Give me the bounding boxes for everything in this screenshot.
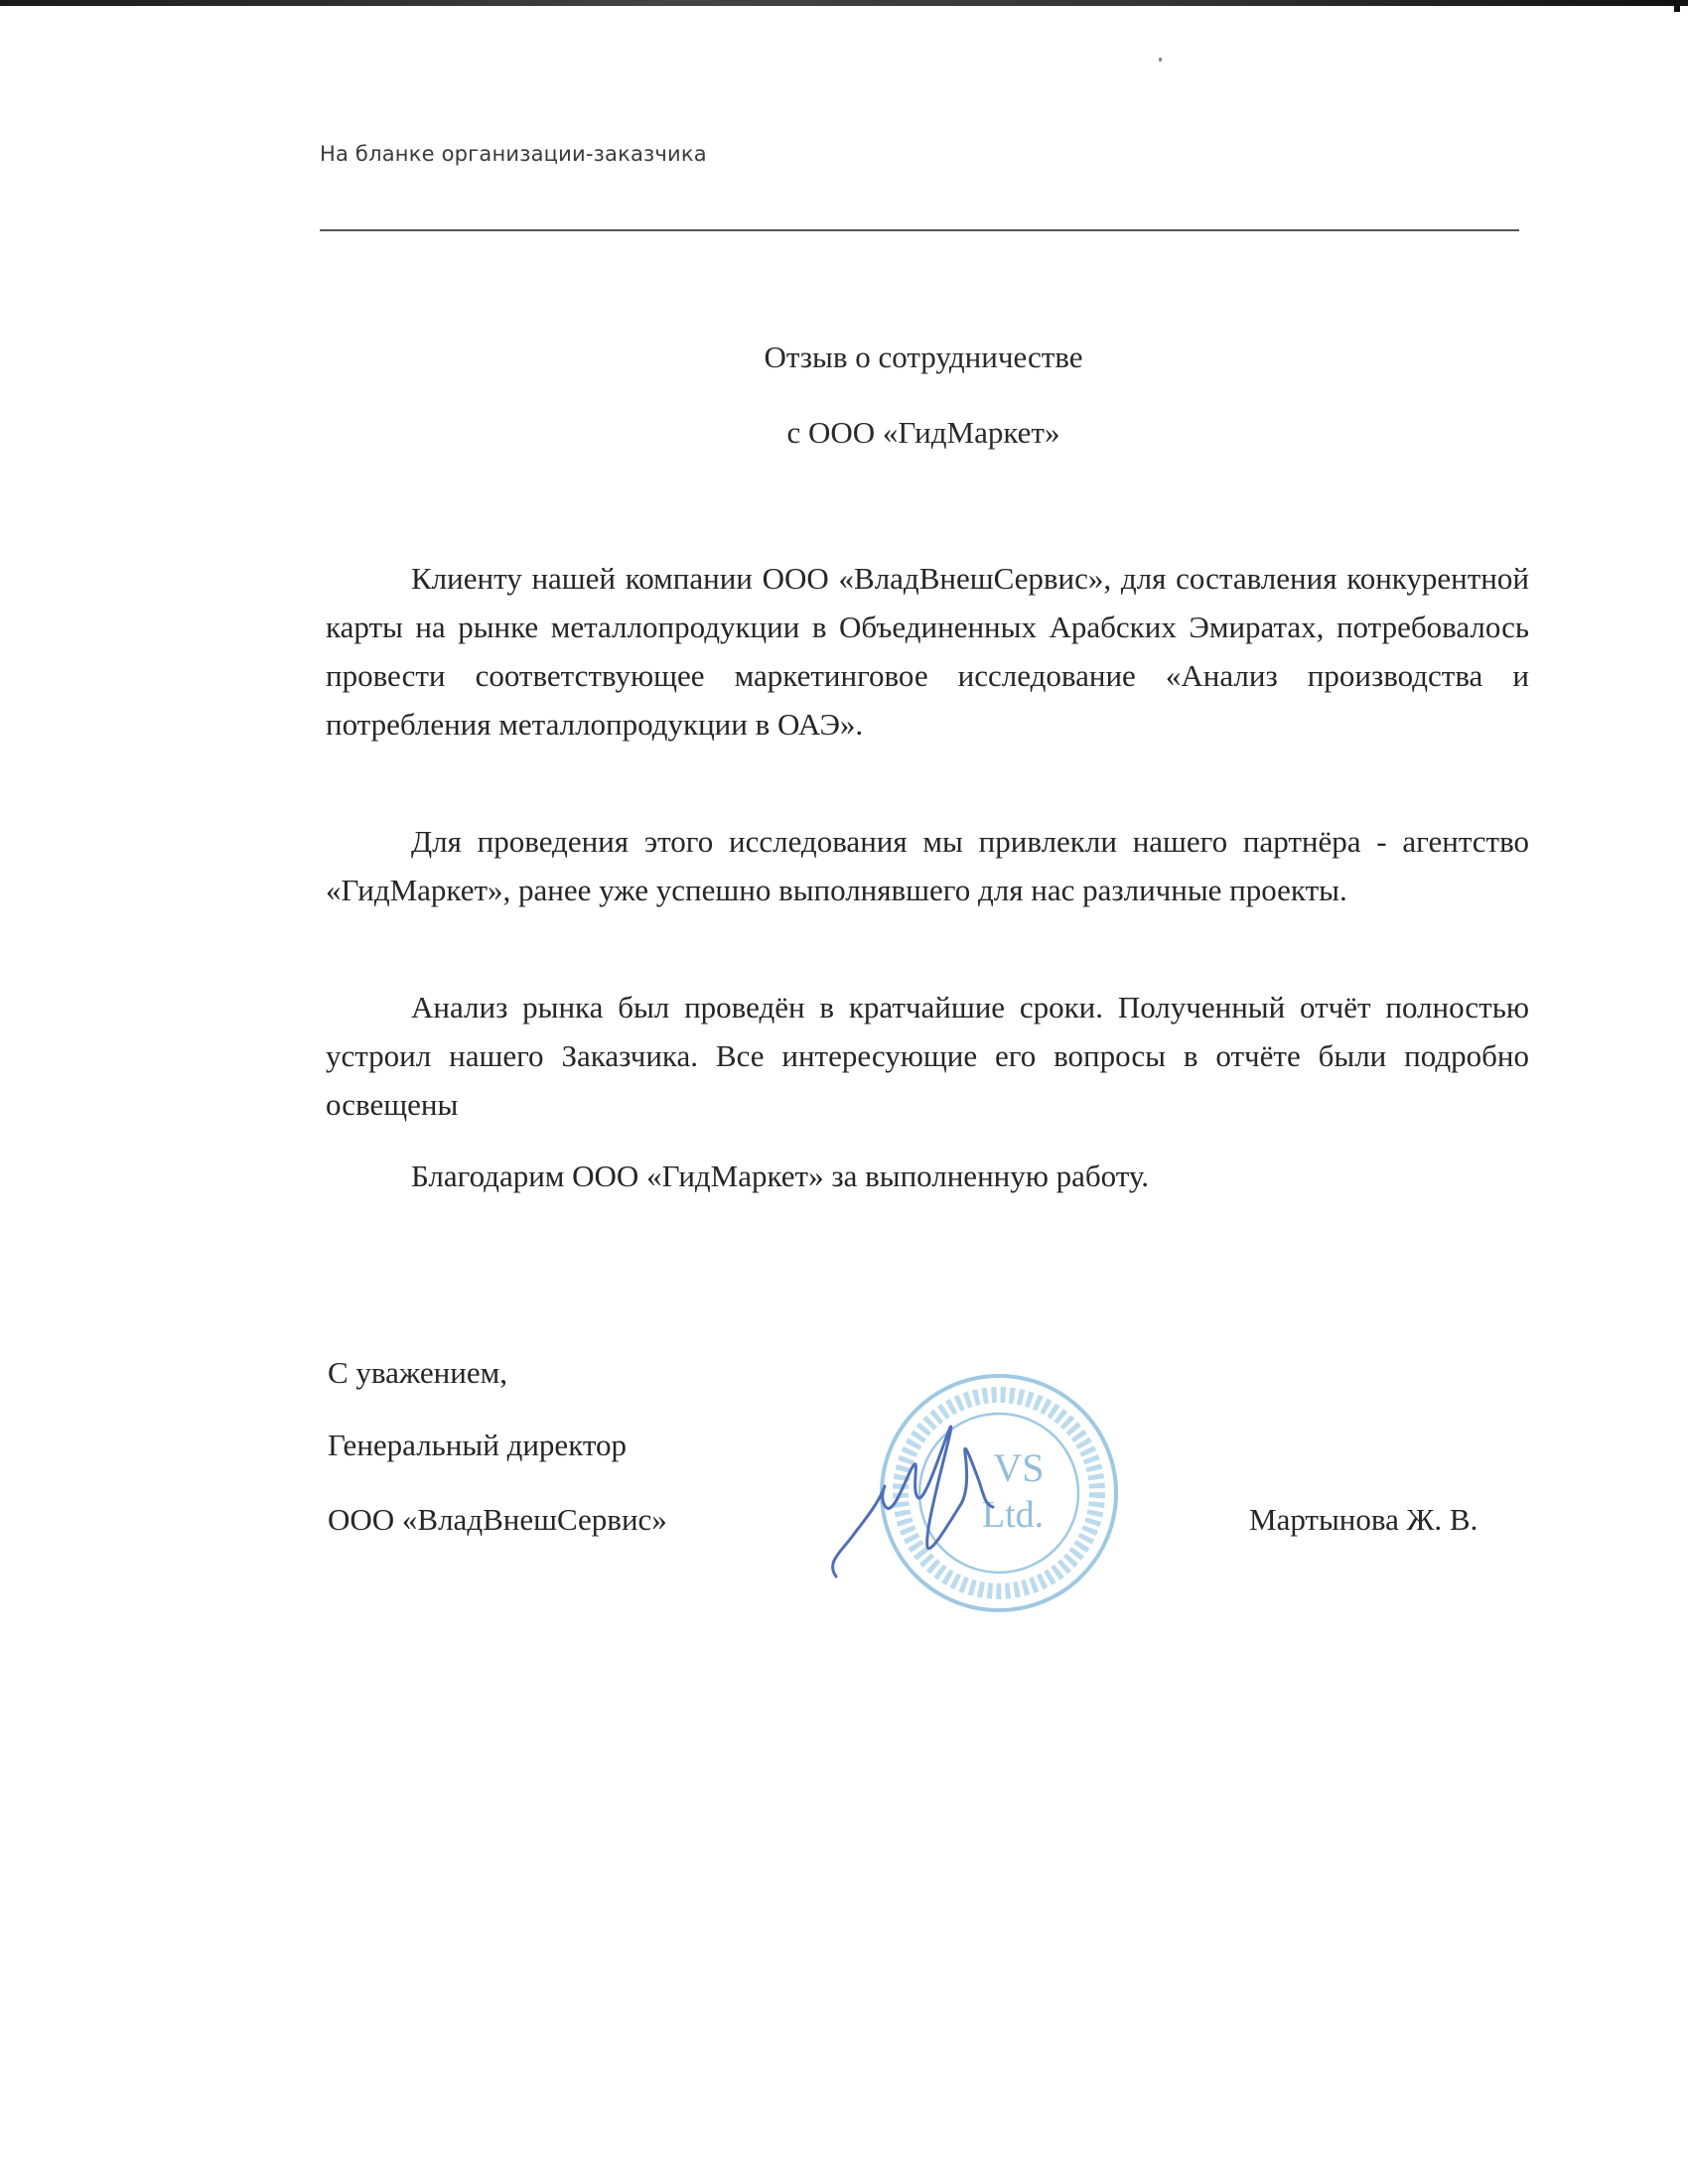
stamp-center-text-2: Ltd. bbox=[981, 1494, 1045, 1536]
scan-speck bbox=[1159, 58, 1162, 62]
body-paragraph-4: Благодарим ООО «ГидМаркет» за выполненную работу. bbox=[411, 1159, 1150, 1193]
body-paragraph-2: Для проведения этого исследования мы привлекли нашего партнёра - агентство «ГидМаркет», ранее уже успешно выполнявшего для нас различные проекты. bbox=[326, 824, 1529, 907]
body-paragraph-3: Анализ рынка был проведён в кратчайшие сроки. Полученный отчёт полностью устроил нашего Заказчика. Все интересующие его вопросы в отчёте были подробно освещены bbox=[326, 990, 1529, 1122]
stamp-and-signature bbox=[824, 1358, 1182, 1636]
scan-top-edge bbox=[0, 0, 1688, 6]
letterhead-note: На бланке организации-заказчика bbox=[320, 142, 707, 166]
body-paragraph-1: Клиенту нашей компании ООО «ВладВнешСервис», для составления конкурентной карты на рынке металлопродукции в Объединенных Арабских Эмиратах, потребовалось провести соответствующее маркетинговое исследование «Анализ производства и потребления металлопродукции в ОАЭ». bbox=[326, 561, 1529, 742]
closing-regards: С уважением, bbox=[328, 1355, 507, 1390]
closing-position: Генеральный директор bbox=[328, 1428, 627, 1462]
letterhead-rule bbox=[320, 229, 1519, 231]
handwritten-signature bbox=[833, 1427, 993, 1576]
signatory-name: Мартынова Ж. В. bbox=[1249, 1502, 1478, 1537]
document-subtitle: с ООО «ГидМаркет» bbox=[786, 415, 1060, 450]
document-title: Отзыв о сотрудничестве bbox=[764, 340, 1083, 374]
stamp-center-text-1: VS bbox=[993, 1445, 1045, 1490]
closing-company: ООО «ВладВнешСервис» bbox=[328, 1502, 667, 1537]
scan-edge-mark bbox=[1674, 0, 1680, 12]
